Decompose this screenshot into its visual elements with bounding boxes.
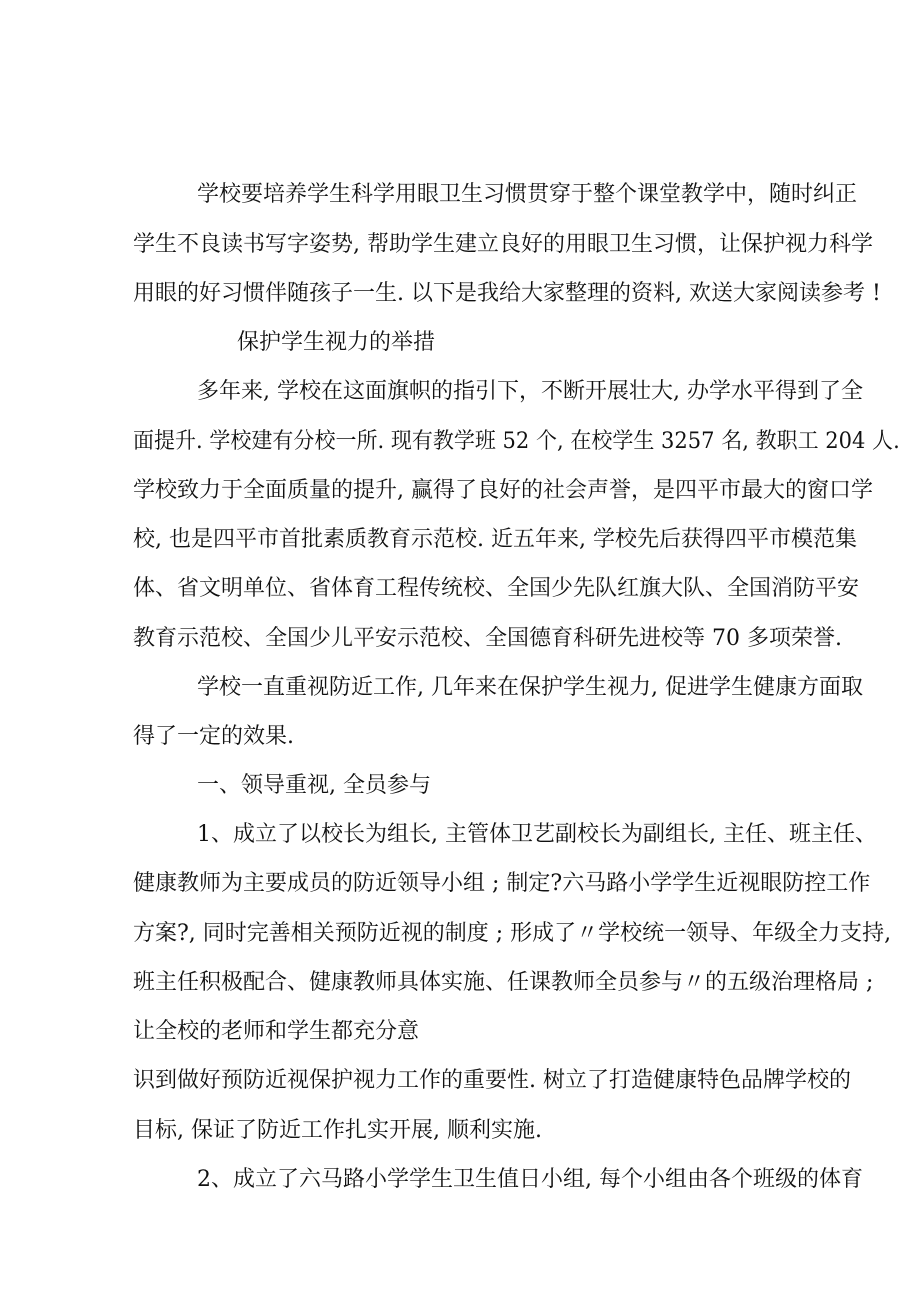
text-line: 多年来, 学校在这面旗帜的指引下，不断开展壮大, 办学水平得到了全 xyxy=(197,379,863,404)
text-line: 学校致力于全面质量的提升, 赢得了良好的社会声誉，是四平市最大的窗口学 xyxy=(133,478,873,503)
text-line: 体、省文明单位、省体育工程传统校、全国少先队红旗大队、全国消防平安 xyxy=(133,576,860,601)
text-line: 班主任积极配合、健康教师具体实施、任课教师全员参与〃的五级治理格局 ; xyxy=(133,970,874,995)
text-line: 让全校的老师和学生都充分意 xyxy=(133,1019,420,1044)
text-line: 教育示范校、全国少儿平安示范校、全国德育科研先进校等 70 多项荣誉. xyxy=(133,626,842,651)
text-line: 健康教师为主要成员的防近领导小组 ; 制定?六马路小学学生近视眼防控工作 xyxy=(133,871,871,896)
text-line: 2、成立了六马路小学学生卫生值日小组, 每个小组由各个班级的体育 xyxy=(197,1167,863,1192)
text-line: 用眼的好习惯伴随孩子一生. 以下是我给大家整理的资料, 欢送大家阅读参考 ! xyxy=(133,281,881,306)
text-line: 面提升. 学校建有分校一所. 现有教学班 52 个, 在校学生 3257 名, 教职工 204 人. xyxy=(133,429,900,454)
text-line: 学生不良读书写字姿势, 帮助学生建立良好的用眼卫生习惯，让保护视力科学 xyxy=(133,232,873,257)
subheading: 一、领导重视, 全员参与 xyxy=(197,773,431,798)
text-line: 方案?, 同时完善相关预防近视的制度 ; 形成了〃学校统一领导、年级全力支持, xyxy=(133,921,892,946)
text-line: 1、成立了以校长为组长, 主管体卫艺副校长为副组长, 主任、班主任、 xyxy=(197,822,877,847)
text-line: 得了一定的效果. xyxy=(133,724,294,749)
text-line: 目标, 保证了防近工作扎实开展, 顺利实施. xyxy=(133,1118,542,1143)
text-line: 识到做好预防近视保护视力工作的重要性. 树立了打造健康特色品牌学校的 xyxy=(133,1068,851,1093)
text-line: 学校一直重视防近工作, 几年来在保护学生视力, 促进学生健康方面取 xyxy=(197,675,863,700)
text-line: 学校要培养学生科学用眼卫生习惯贯穿于整个课堂教学中，随时纠正 xyxy=(197,182,858,207)
text-line: 校, 也是四平市首批素质教育示范校. 近五年来, 学校先后获得四平市模范集 xyxy=(133,527,857,552)
section-heading: 保护学生视力的举措 xyxy=(237,330,436,355)
